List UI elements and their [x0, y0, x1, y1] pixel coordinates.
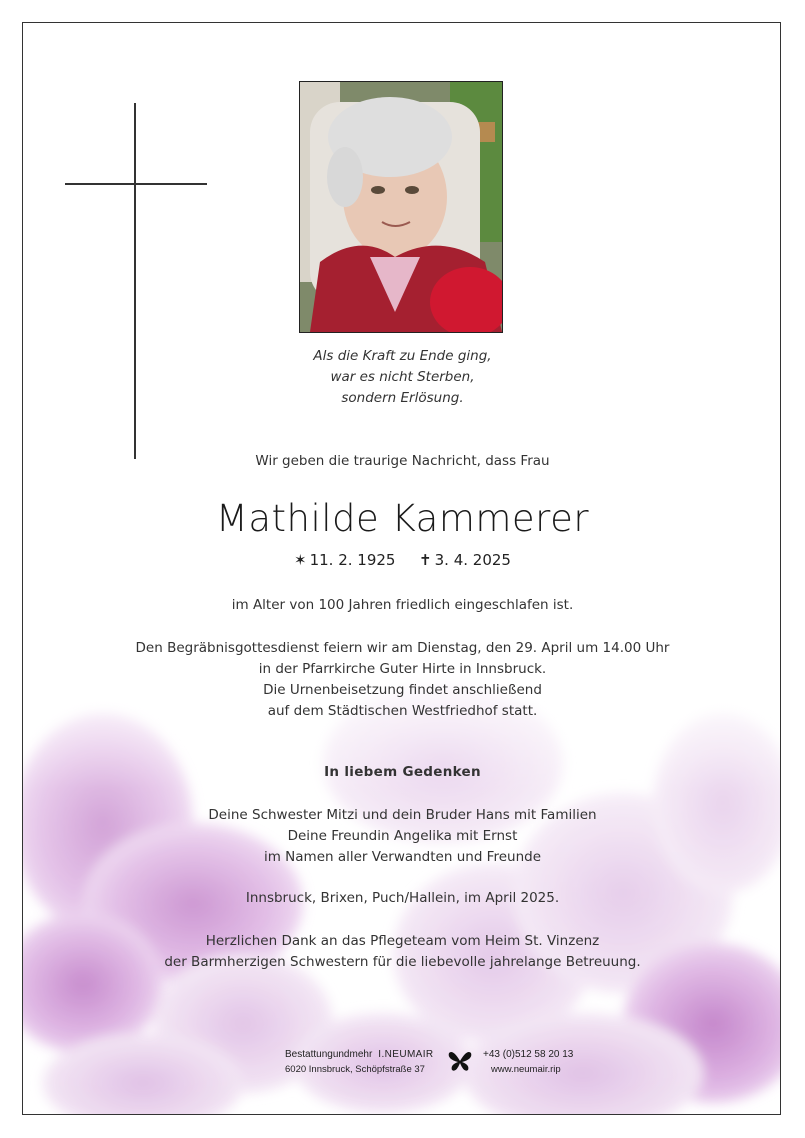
- brand-text: Bestattungundmehr: [285, 1049, 373, 1060]
- mourner-line: im Namen aller Verwandten und Freunde: [263, 849, 542, 865]
- thanks-line: der Barmherzigen Schwestern für die liebevolle jahrelange Betreuung.: [164, 954, 641, 970]
- thanks-note: [23, 931, 781, 973]
- verse-line: war es nicht Sterben,: [330, 369, 475, 385]
- verse-line: Als die Kraft zu Ende ging,: [313, 348, 492, 364]
- funeral-line: auf dem Städtischen Westfriedhof statt.: [267, 703, 538, 719]
- mourners-list: [23, 805, 781, 868]
- funeral-home-name: [285, 1049, 434, 1060]
- memory-heading: In liebem Gedenken: [324, 764, 481, 780]
- butterfly-icon: [447, 1049, 473, 1073]
- funeral-line: in der Pfarrkirche Guter Hirte in Innsbruck.: [258, 661, 547, 677]
- portrait-photo: [299, 81, 503, 333]
- obituary-card: [22, 22, 781, 1115]
- age-line: im Alter von 100 Jahren friedlich eingeschlafen ist.: [231, 597, 574, 613]
- death-date: 3. 4. 2025: [434, 551, 511, 569]
- funeral-line: Den Begräbnisgottesdienst feiern wir am Dienstag, den 29. April um 14.00 Uhr: [135, 640, 670, 656]
- announcement-intro: Wir geben die traurige Nachricht, dass Frau: [255, 453, 550, 469]
- funeral-home-phone: +43 (0)512 58 20 13: [483, 1049, 574, 1060]
- mourner-line: Deine Freundin Angelika mit Ernst: [287, 828, 518, 844]
- place-date: Innsbruck, Brixen, Puch/Hallein, im April 2025.: [245, 890, 560, 906]
- thanks-line: Herzlichen Dank an das Pflegeteam vom Heim St. Vinzenz: [205, 933, 600, 949]
- brand-name: I.NEUMAIR: [378, 1049, 434, 1060]
- verse: [23, 346, 781, 409]
- funeral-details: [23, 638, 781, 722]
- verse-line: sondern Erlösung.: [341, 390, 464, 406]
- funeral-line: Die Urnenbeisetzung findet anschließend: [263, 682, 542, 698]
- mourner-line: Deine Schwester Mitzi und dein Bruder Hans mit Familien: [208, 807, 597, 823]
- birth-date: 11. 2. 1925: [309, 551, 396, 569]
- death-cross-icon: ✝: [419, 551, 432, 569]
- funeral-home-address: 6020 Innsbruck, Schöpfstraße 37: [285, 1064, 425, 1075]
- funeral-home-footer: [23, 1049, 781, 1079]
- life-dates: [23, 551, 781, 569]
- deceased-name: Mathilde Kammerer: [215, 497, 590, 540]
- birth-star-icon: ✶: [294, 551, 307, 569]
- funeral-home-website: www.neumair.rip: [491, 1064, 561, 1075]
- cross-horizontal-line: [65, 183, 207, 185]
